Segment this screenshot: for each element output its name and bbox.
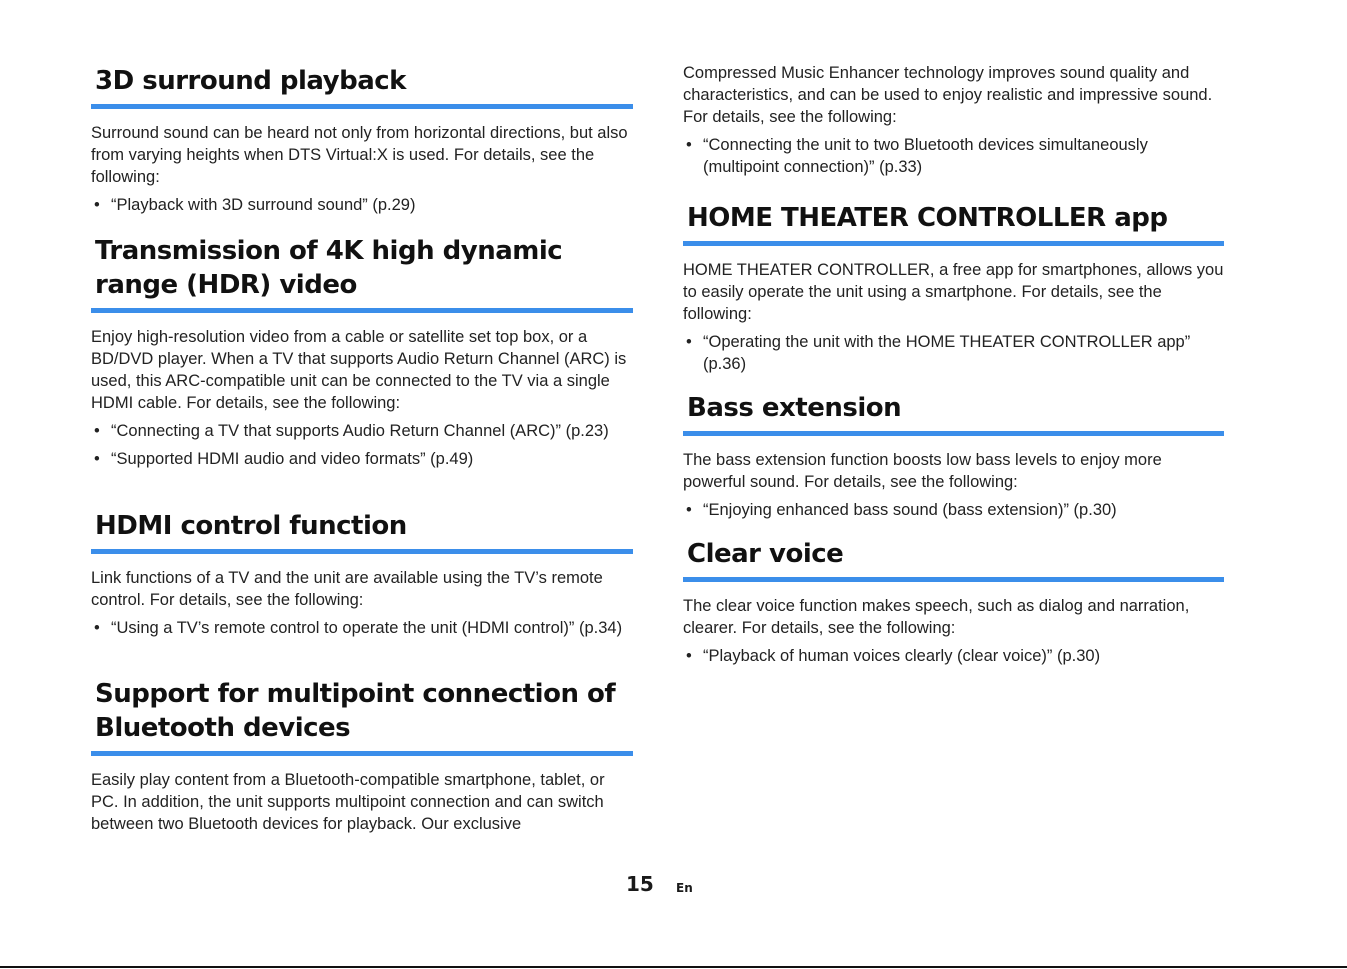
heading-rule [683, 241, 1224, 246]
bullet-item [683, 499, 1224, 521]
page-number: 15 [626, 872, 654, 896]
section-continuation [683, 62, 1224, 184]
bullet-icon: • [686, 333, 692, 351]
bullet-list [91, 194, 633, 216]
section-heading: Support for multipoint connection of Bluetooth devices [95, 679, 616, 743]
bullet-icon: • [686, 136, 692, 154]
section-paragraph: Surround sound can be heard not only from horizontal directions, but also from varying heights when DTS Virtual:X is used. For details, see the following: [91, 124, 628, 186]
section-bass-extension [683, 391, 1224, 527]
heading-rule [683, 577, 1224, 582]
section-paragraph: The clear voice function makes speech, such as dialog and narration, clearer. For details, see the following: [683, 597, 1190, 637]
page-footer [0, 872, 1347, 902]
language-label: En [676, 881, 693, 895]
bullet-item [683, 134, 1224, 178]
bullet-item [683, 331, 1224, 375]
section-home-theater-app [683, 201, 1224, 381]
section-paragraph: Compressed Music Enhancer technology improves sound quality and characteristics, and can be used to enjoy realistic and impressive sound. For details, see the following: [683, 64, 1213, 126]
bullet-list [683, 331, 1224, 375]
cross-reference-link[interactable]: “Enjoying enhanced bass sound (bass extension)” (p.30) [703, 501, 1117, 519]
cross-reference-link[interactable]: “Playback of human voices clearly (clear voice)” (p.30) [703, 647, 1101, 665]
cross-reference-link[interactable]: “Playback with 3D surround sound” (p.29) [111, 196, 416, 214]
bullet-list [91, 617, 633, 639]
heading-rule [91, 308, 633, 313]
bullet-icon: • [94, 422, 100, 440]
section-hdmi-control [91, 509, 633, 645]
cross-reference-link[interactable]: “Connecting the unit to two Bluetooth devices simultaneously (multipoint connection)” (p.33) [703, 136, 1148, 176]
section-paragraph: The bass extension function boosts low bass levels to enjoy more powerful sound. For details, see the following: [683, 451, 1162, 491]
bullet-list [683, 499, 1224, 521]
section-heading: Bass extension [687, 393, 902, 423]
bullet-item [91, 420, 633, 442]
bullet-item [91, 617, 633, 639]
bullet-item [91, 194, 633, 216]
bullet-list [683, 134, 1224, 178]
heading-rule [91, 104, 633, 109]
section-paragraph: Enjoy high-resolution video from a cable or satellite set top box, or a BD/DVD player. When a TV that supports Audio Return Channel (ARC) is used, this ARC-compatible unit can be connected to the TV via a single HDMI cable. For details, see the following: [91, 328, 627, 412]
bullet-icon: • [94, 196, 100, 214]
section-paragraph: Link functions of a TV and the unit are available using the TV’s remote control. For details, see the following: [91, 569, 603, 609]
section-3d-surround [91, 64, 633, 222]
section-paragraph: Easily play content from a Bluetooth-compatible smartphone, tablet, or PC. In addition, the unit supports multipoint connection and can switch between two Bluetooth devices for playback. Our exclusive [91, 771, 605, 833]
section-hdr-video [91, 234, 633, 476]
cross-reference-link[interactable]: “Supported HDMI audio and video formats” (p.49) [111, 450, 474, 468]
section-paragraph: HOME THEATER CONTROLLER, a free app for smartphones, allows you to easily operate the unit using a smartphone. For details, see the following: [683, 261, 1224, 323]
bullet-list [683, 645, 1224, 667]
section-heading: HDMI control function [95, 511, 407, 541]
bullet-icon: • [94, 450, 100, 468]
bullet-icon: • [94, 619, 100, 637]
heading-rule [91, 751, 633, 756]
section-heading: 3D surround playback [95, 66, 406, 96]
bullet-item [91, 448, 633, 470]
bottom-border [0, 966, 1347, 968]
cross-reference-link[interactable]: “Using a TV’s remote control to operate the unit (HDMI control)” (p.34) [111, 619, 623, 637]
bullet-icon: • [686, 501, 692, 519]
section-heading: Clear voice [687, 539, 844, 569]
bullet-icon: • [686, 647, 692, 665]
heading-rule [683, 431, 1224, 436]
cross-reference-link[interactable]: “Connecting a TV that supports Audio Return Channel (ARC)” (p.23) [111, 422, 609, 440]
section-heading: Transmission of 4K high dynamic range (HDR) video [95, 236, 563, 300]
heading-rule [91, 549, 633, 554]
section-clear-voice [683, 537, 1224, 673]
section-heading: HOME THEATER CONTROLLER app [687, 203, 1168, 233]
section-bluetooth-multipoint [91, 677, 633, 835]
cross-reference-link[interactable]: “Operating the unit with the HOME THEATER CONTROLLER app” (p.36) [703, 333, 1191, 373]
bullet-item [683, 645, 1224, 667]
bullet-list [91, 420, 633, 470]
